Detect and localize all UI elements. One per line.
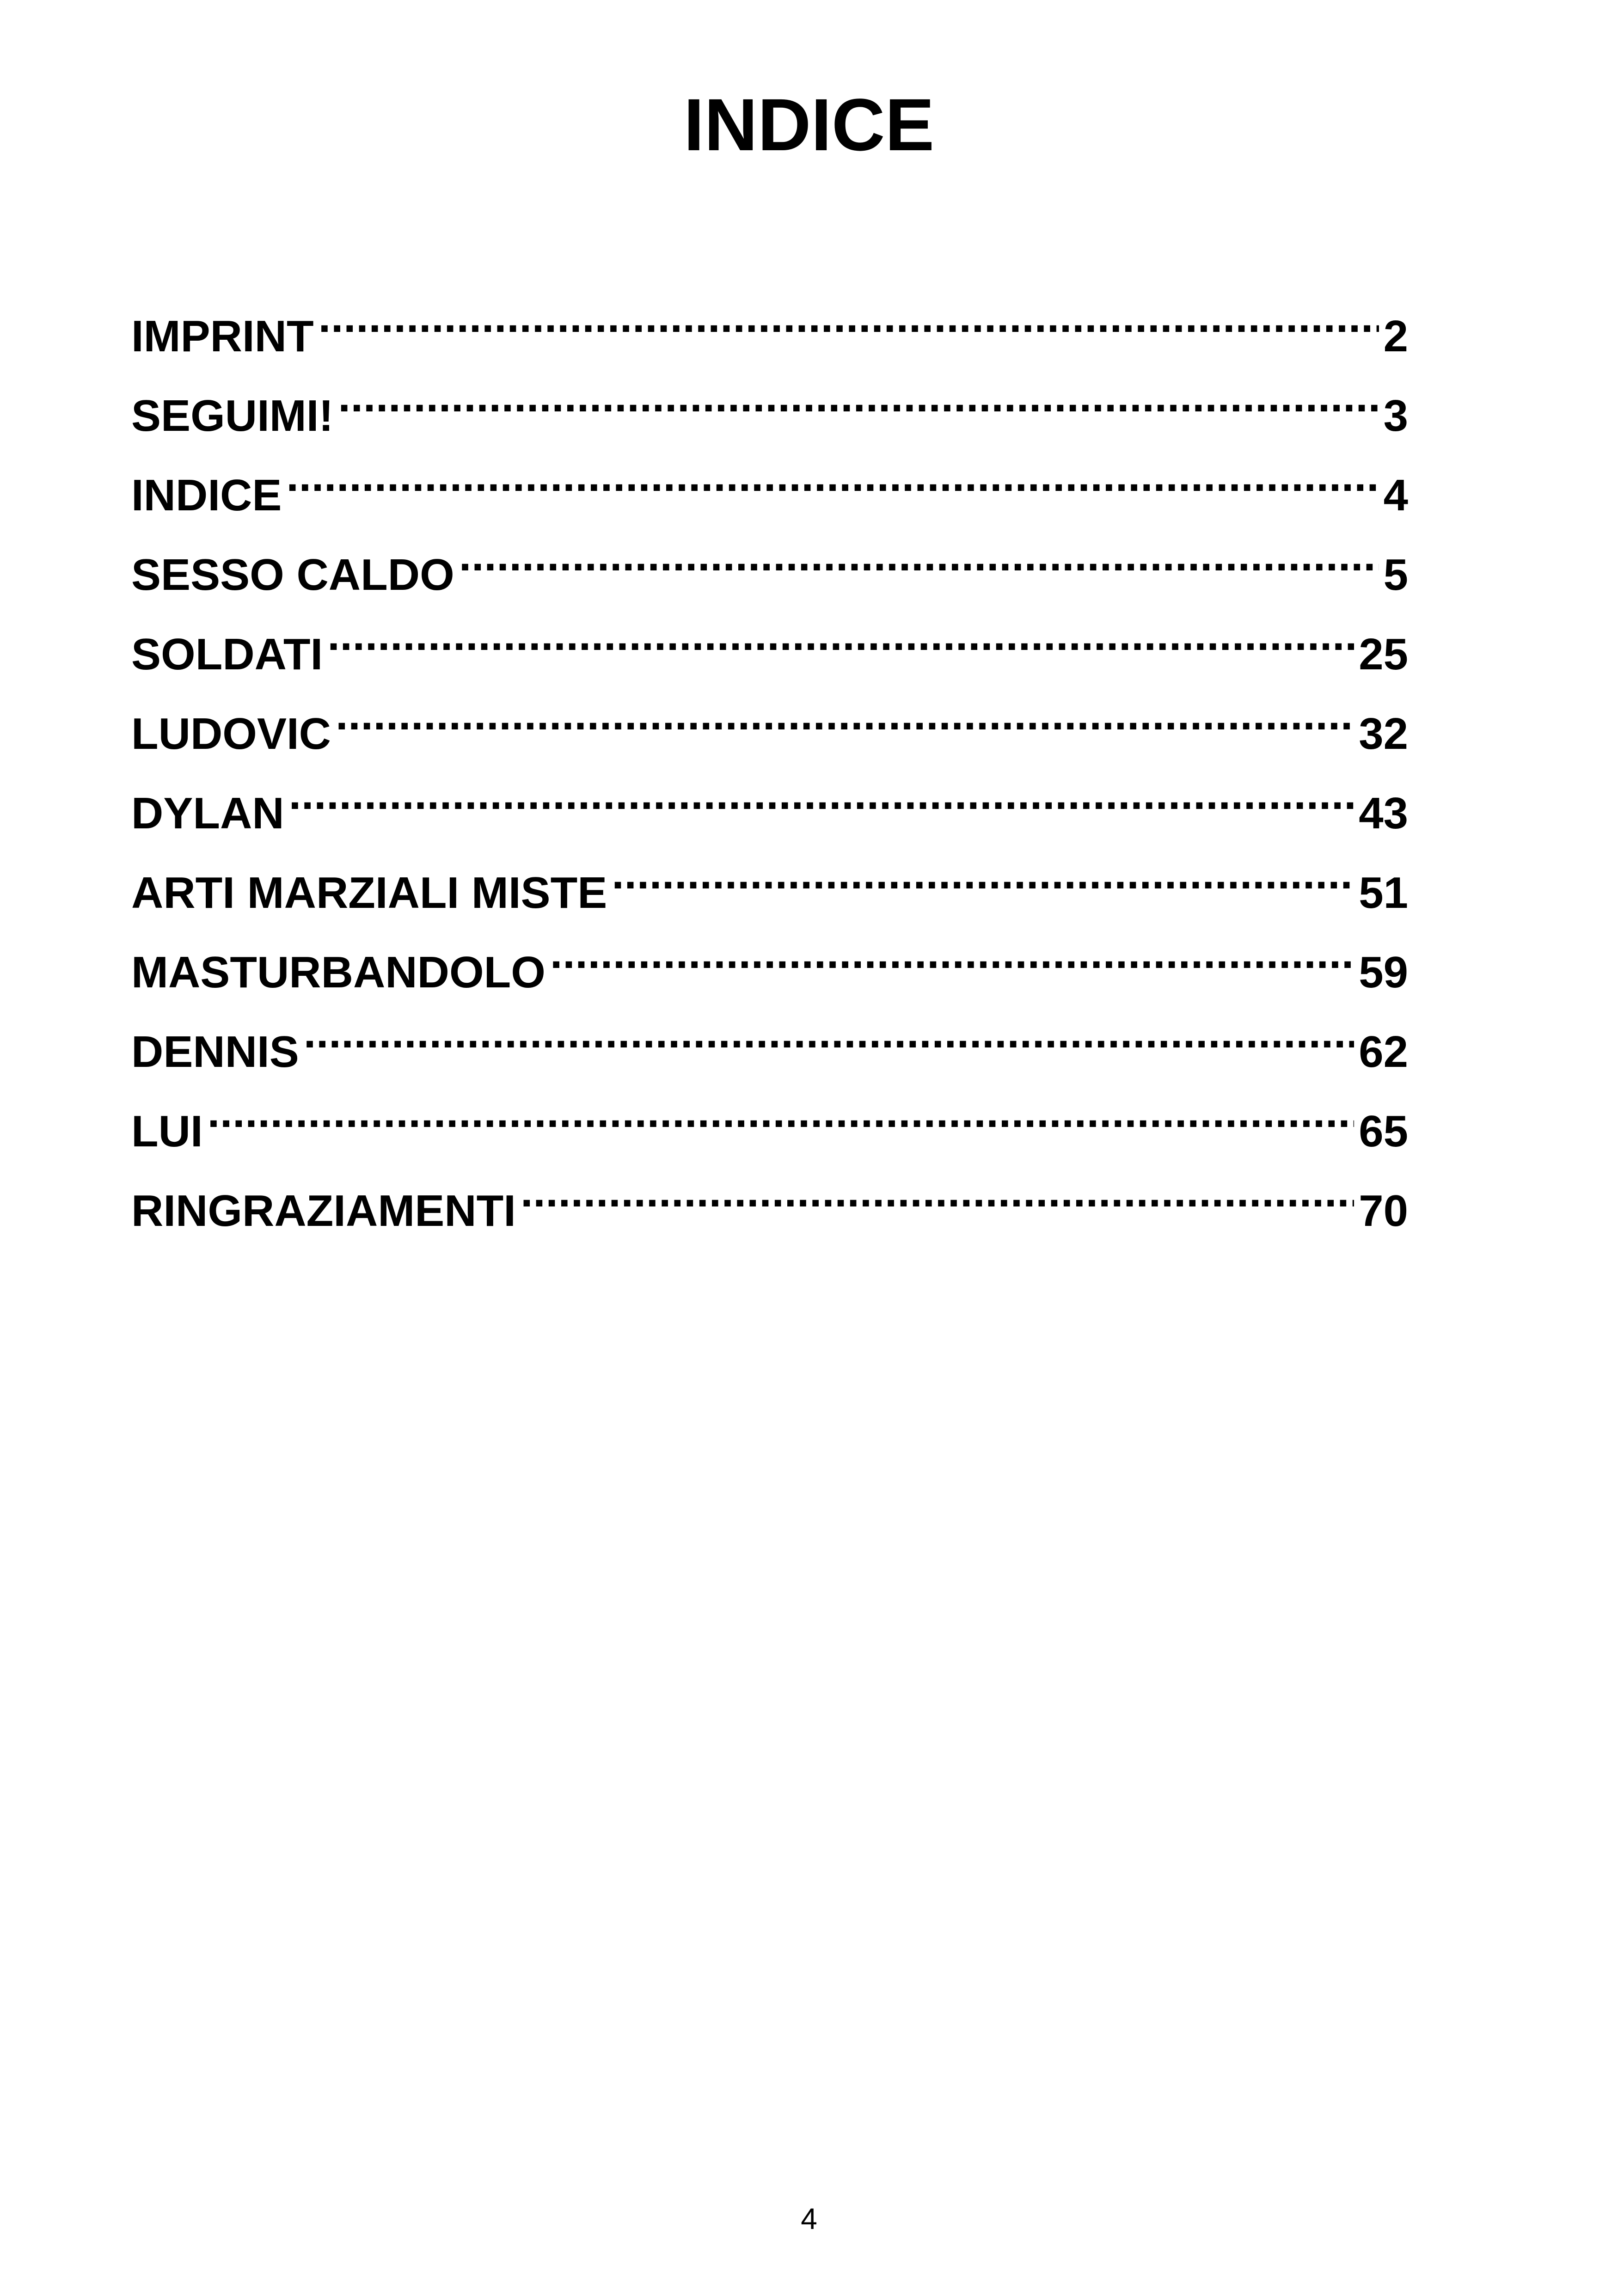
toc-entry-page: 4 [1383,471,1408,520]
dot-leader [338,366,1379,431]
toc-entry-page: 3 [1383,391,1408,441]
toc-entry-page: 43 [1359,789,1408,838]
toc-entry-sesso-caldo[interactable] [131,525,1408,605]
toc-entry-dylan[interactable] [131,764,1408,843]
toc-entry-label: SESSO CALDO [131,550,454,600]
dot-leader [286,446,1379,510]
toc-entry-page: 62 [1359,1027,1408,1077]
toc-entry-masturbandolo[interactable] [131,923,1408,1002]
table-of-contents [131,287,1408,1241]
toc-entry-page: 59 [1359,948,1408,997]
toc-entry-label: DENNIS [131,1027,299,1077]
toc-entry-label: ARTI MARZIALI MISTE [131,868,607,918]
dot-leader [521,1161,1354,1226]
toc-entry-label: LUI [131,1107,203,1156]
toc-entry-ringraziamenti[interactable] [131,1161,1408,1241]
toc-entry-page: 5 [1383,550,1408,600]
page-title: INDICE [683,83,935,166]
toc-entry-page: 2 [1383,312,1408,361]
toc-entry-page: 25 [1359,630,1408,679]
toc-entry-ludovic[interactable] [131,684,1408,764]
toc-entry-label: LUDOVIC [131,709,331,759]
toc-entry-label: SOLDATI [131,630,323,679]
dot-leader [459,525,1379,590]
toc-entry-dennis[interactable] [131,1002,1408,1082]
toc-entry-label: SEGUIMI! [131,391,334,441]
dot-leader [612,843,1354,908]
dot-leader [289,764,1354,828]
toc-entry-page: 70 [1359,1186,1408,1236]
toc-entry-label: DYLAN [131,789,284,838]
dot-leader [304,1002,1354,1067]
toc-entry-seguimi[interactable] [131,366,1408,446]
toc-entry-page: 32 [1359,709,1408,759]
toc-entry-soldati[interactable] [131,605,1408,684]
toc-entry-page: 51 [1359,868,1408,918]
dot-leader [208,1082,1354,1146]
dot-leader [327,605,1354,669]
toc-entry-label: IMPRINT [131,312,314,361]
toc-entry-label: INDICE [131,471,282,520]
dot-leader [336,684,1354,749]
toc-entry-imprint[interactable] [131,287,1408,366]
toc-entry-page: 65 [1359,1107,1408,1156]
page-number: 4 [801,2202,817,2235]
toc-entry-label: MASTURBANDOLO [131,948,545,997]
dot-leader [319,287,1379,351]
toc-entry-indice[interactable] [131,446,1408,525]
dot-leader [550,923,1354,987]
toc-entry-lui[interactable] [131,1082,1408,1161]
toc-entry-label: RINGRAZIAMENTI [131,1186,516,1236]
toc-entry-arti-marziali-miste[interactable] [131,843,1408,923]
